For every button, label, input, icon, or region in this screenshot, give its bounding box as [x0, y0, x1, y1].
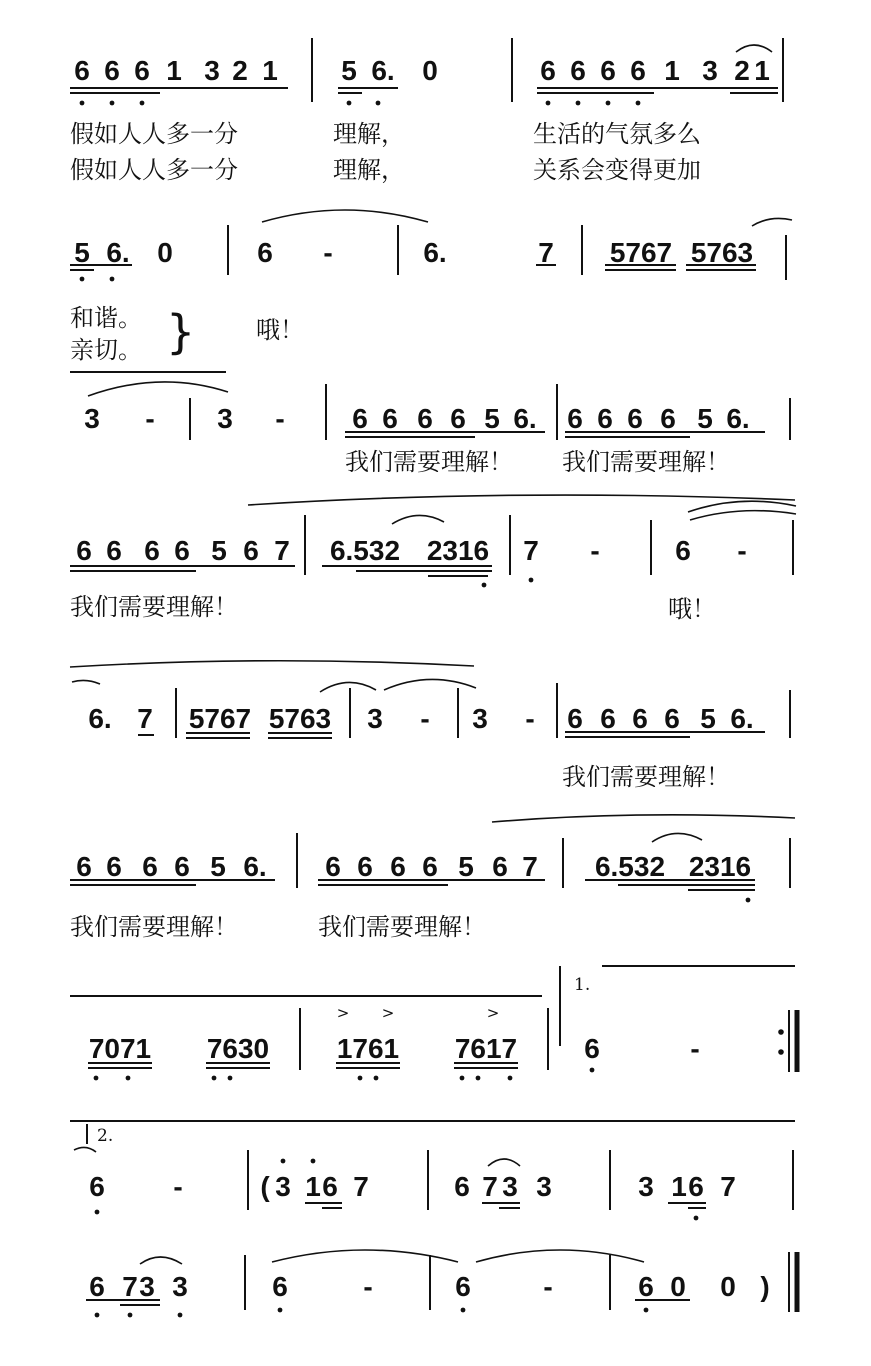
- lyric-text: 理解，: [333, 120, 405, 148]
- note: 6: [570, 55, 586, 86]
- note: 6.532: [329, 535, 401, 566]
- note: 3: [472, 703, 488, 734]
- note: 3: [217, 403, 233, 434]
- low-octave-dot: [128, 1313, 133, 1318]
- repeat-dot: [778, 1029, 784, 1035]
- lyric-text: 关系会变得更加: [533, 156, 701, 184]
- note: 3: [502, 1171, 518, 1202]
- note: 6: [144, 535, 160, 566]
- note: 6: [106, 535, 122, 566]
- note: 3: [702, 55, 718, 86]
- note: -: [275, 403, 285, 434]
- note: 5763: [690, 237, 754, 268]
- note: 5767: [188, 703, 252, 734]
- slur: [262, 210, 428, 222]
- low-octave-dot: [376, 101, 381, 106]
- system-5: [70, 661, 790, 738]
- note: 6: [89, 1171, 105, 1202]
- note: 6: [257, 237, 273, 268]
- note: 6: [106, 851, 122, 882]
- slur: [492, 815, 795, 822]
- note: 6.: [730, 703, 754, 734]
- note: 5763: [268, 703, 332, 734]
- slur: [248, 495, 795, 505]
- note: 3: [536, 1171, 552, 1202]
- low-octave-dot: [80, 101, 85, 106]
- note: 1: [166, 55, 182, 86]
- note: 6: [454, 1171, 470, 1202]
- note: 0: [670, 1271, 686, 1302]
- note: 1: [305, 1171, 321, 1202]
- note: 2: [734, 55, 750, 86]
- note: 6: [174, 851, 190, 882]
- low-octave-dot: [347, 101, 352, 106]
- slur: [488, 1159, 520, 1166]
- system-9: [86, 1250, 797, 1317]
- note: 5: [484, 403, 500, 434]
- note: 6.: [106, 237, 130, 268]
- note: 6: [567, 403, 583, 434]
- note: 6: [584, 1033, 600, 1064]
- note: 1: [664, 55, 680, 86]
- low-octave-dot: [694, 1216, 699, 1221]
- low-octave-dot: [110, 277, 115, 282]
- lyric-text: 假如人人多一分: [70, 120, 238, 148]
- slur: [88, 382, 228, 396]
- note: 6: [664, 703, 680, 734]
- note: 3: [204, 55, 220, 86]
- note: 0: [720, 1271, 736, 1302]
- note: 7: [720, 1171, 736, 1202]
- note: 6: [638, 1271, 654, 1302]
- note: -: [525, 703, 535, 734]
- note: 3: [84, 403, 100, 434]
- note: 6: [675, 535, 691, 566]
- low-octave-dot: [110, 101, 115, 106]
- note: 7: [482, 1171, 498, 1202]
- lyric-text: 我们需要理解！: [562, 448, 730, 476]
- slur: [384, 679, 476, 690]
- lyric-text: 亲切。: [70, 336, 142, 364]
- low-octave-dot: [126, 1076, 131, 1081]
- low-octave-dot: [228, 1076, 233, 1081]
- note: 7630: [206, 1033, 270, 1064]
- low-octave-dot: [460, 1076, 465, 1081]
- note: 2316: [688, 851, 752, 882]
- lyric-text: 生活的气氛多么: [533, 120, 701, 148]
- note: 2316: [426, 535, 490, 566]
- slur: [476, 1250, 644, 1262]
- note: 7617: [454, 1033, 518, 1064]
- low-octave-dot: [644, 1308, 649, 1313]
- slur: [690, 511, 796, 520]
- low-octave-dot: [546, 101, 551, 106]
- lyric-text: 理解，: [333, 156, 405, 184]
- low-octave-dot: [476, 1076, 481, 1081]
- note: 7: [353, 1171, 369, 1202]
- note: 6.: [371, 55, 395, 86]
- accent-mark: >: [381, 1004, 395, 1022]
- lyric-text: 我们需要理解！: [70, 913, 238, 941]
- note: 6: [89, 1271, 105, 1302]
- note: 7: [274, 535, 290, 566]
- low-octave-dot: [576, 101, 581, 106]
- note: 6: [325, 851, 341, 882]
- note: -: [420, 703, 430, 734]
- low-octave-dot: [95, 1313, 100, 1318]
- low-octave-dot: [358, 1076, 363, 1081]
- slur: [392, 515, 444, 524]
- note: 6: [632, 703, 648, 734]
- note: 2: [232, 55, 248, 86]
- note: -: [543, 1271, 553, 1302]
- note: 1761: [336, 1033, 400, 1064]
- note: 6.: [243, 851, 267, 882]
- note: 0: [157, 237, 173, 268]
- low-octave-dot: [95, 1210, 100, 1215]
- note: 6.: [726, 403, 750, 434]
- note: 7: [523, 535, 539, 566]
- note: -: [690, 1033, 700, 1064]
- note: 6.: [513, 403, 537, 434]
- note: 5: [700, 703, 716, 734]
- note: 5767: [609, 237, 673, 268]
- note: 6: [382, 403, 398, 434]
- note: 7: [137, 703, 153, 734]
- lyric-text: 我们需要理解！: [70, 593, 238, 621]
- note: -: [363, 1271, 373, 1302]
- note: ): [760, 1271, 770, 1302]
- note: (: [260, 1171, 270, 1202]
- low-octave-dot: [508, 1076, 513, 1081]
- note: 6: [567, 703, 583, 734]
- note: 7: [538, 237, 554, 268]
- lyric-text: 和谐。: [70, 304, 142, 332]
- low-octave-dot: [178, 1313, 183, 1318]
- note: -: [737, 535, 747, 566]
- note: -: [323, 237, 333, 268]
- note: 6: [597, 403, 613, 434]
- note: 3: [172, 1271, 188, 1302]
- lyric-text: 哦！: [668, 595, 716, 623]
- low-octave-dot: [606, 101, 611, 106]
- note: 6: [272, 1271, 288, 1302]
- low-octave-dot: [278, 1308, 283, 1313]
- note: 6: [357, 851, 373, 882]
- note: 6: [627, 403, 643, 434]
- note: 6: [142, 851, 158, 882]
- note: 6: [492, 851, 508, 882]
- note: 6: [174, 535, 190, 566]
- low-octave-dot: [212, 1076, 217, 1081]
- note: 6: [417, 403, 433, 434]
- low-octave-dot: [590, 1068, 595, 1073]
- note: -: [173, 1171, 183, 1202]
- note: 6: [76, 851, 92, 882]
- volta-label: 2.: [97, 1126, 114, 1146]
- lyric-text: 我们需要理解！: [345, 448, 513, 476]
- note: 6.532: [594, 851, 666, 882]
- slur: [70, 661, 474, 667]
- lyric-text: 假如人人多一分: [70, 156, 238, 184]
- note: 7071: [88, 1033, 152, 1064]
- low-octave-dot: [636, 101, 641, 106]
- note: 6: [630, 55, 646, 86]
- note: -: [145, 403, 155, 434]
- note: 3: [275, 1171, 291, 1202]
- slur: [736, 45, 772, 52]
- note: -: [590, 535, 600, 566]
- note: 6.: [423, 237, 447, 268]
- slur: [652, 833, 702, 842]
- low-octave-dot: [80, 277, 85, 282]
- note: 6: [243, 535, 259, 566]
- note: 6: [455, 1271, 471, 1302]
- note: 6: [688, 1171, 704, 1202]
- system-7: [70, 966, 797, 1080]
- slur: [752, 218, 792, 226]
- note: 5: [697, 403, 713, 434]
- note: 7: [522, 851, 538, 882]
- repeat-dot: [778, 1049, 784, 1055]
- note: 5: [211, 535, 227, 566]
- note: 6: [600, 703, 616, 734]
- slur: [320, 682, 376, 692]
- accent-mark: >: [486, 1004, 500, 1022]
- note: 5: [458, 851, 474, 882]
- note: 6: [422, 851, 438, 882]
- low-octave-dot: [482, 583, 487, 588]
- note: 3: [139, 1271, 155, 1302]
- note: 6: [390, 851, 406, 882]
- note: 6: [134, 55, 150, 86]
- note: 6: [322, 1171, 338, 1202]
- accent-mark: >: [336, 1004, 350, 1022]
- note: 5: [74, 237, 90, 268]
- note: 6: [76, 535, 92, 566]
- note: 3: [638, 1171, 654, 1202]
- note: 6: [540, 55, 556, 86]
- note: 1: [754, 55, 770, 86]
- high-octave-dot: [281, 1159, 286, 1164]
- note: 6: [450, 403, 466, 434]
- note: 6: [104, 55, 120, 86]
- slur: [140, 1257, 182, 1264]
- low-octave-dot: [529, 578, 534, 583]
- lyric-text: 哦！: [256, 316, 304, 344]
- high-octave-dot: [311, 1159, 316, 1164]
- note: 5: [341, 55, 357, 86]
- volta-label: 1.: [574, 975, 591, 995]
- note: 1: [671, 1171, 687, 1202]
- note: 1: [262, 55, 278, 86]
- note: 0: [422, 55, 438, 86]
- note: 6.: [88, 703, 112, 734]
- note: 6: [600, 55, 616, 86]
- low-octave-dot: [746, 898, 751, 903]
- note: 3: [367, 703, 383, 734]
- note: 6: [74, 55, 90, 86]
- low-octave-dot: [374, 1076, 379, 1081]
- lyric-text: 我们需要理解！: [318, 913, 486, 941]
- low-octave-dot: [461, 1308, 466, 1313]
- note: 7: [122, 1271, 138, 1302]
- slur: [72, 680, 100, 684]
- slur: [74, 1147, 96, 1152]
- low-octave-dot: [94, 1076, 99, 1081]
- lyric-text: 我们需要理解！: [562, 763, 730, 791]
- note: 5: [210, 851, 226, 882]
- lyric-text: }: [166, 305, 196, 359]
- note: 6: [660, 403, 676, 434]
- low-octave-dot: [140, 101, 145, 106]
- note: 6: [352, 403, 368, 434]
